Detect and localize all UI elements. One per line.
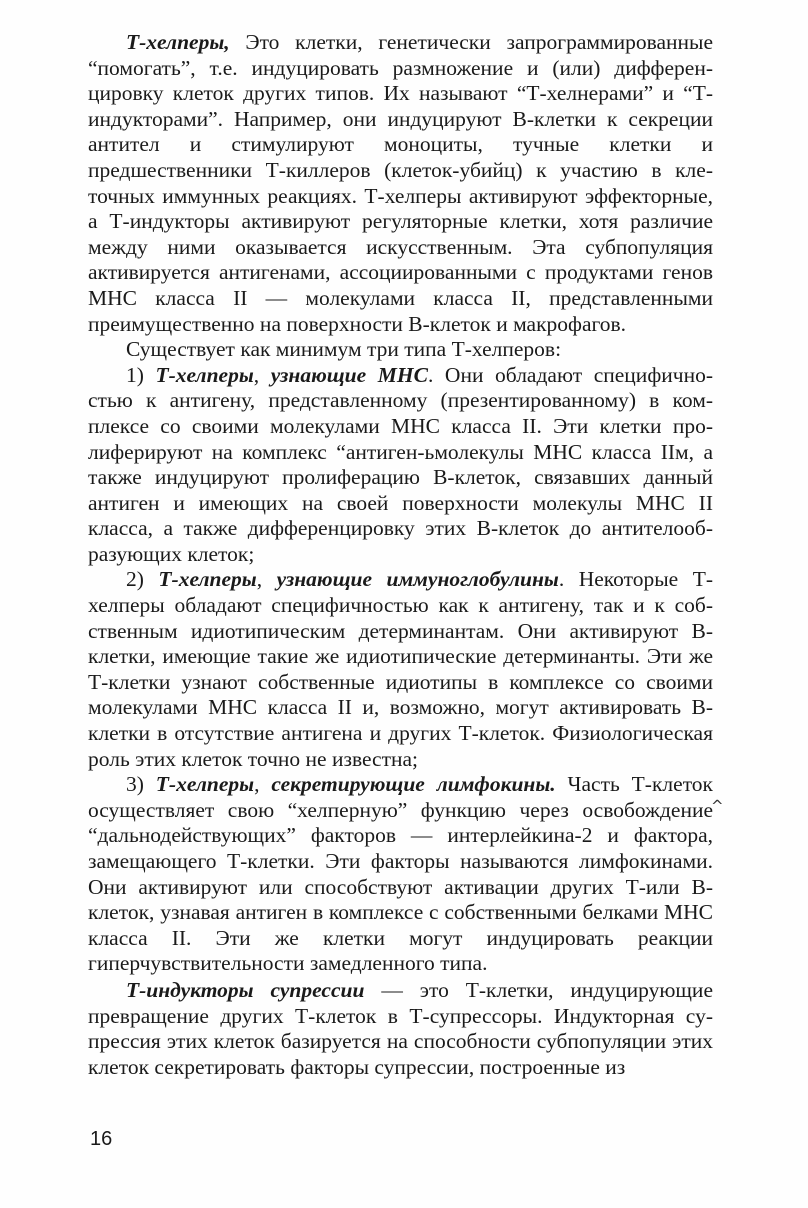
list-item-1	[88, 363, 713, 568]
term-suppression-inducers: Т-индукторы супрессии	[126, 977, 365, 1002]
paragraph-text: — это Т-клетки, индуцирующие превращение других Т-клеток в Т-супрессоры. Индукторная супрессия этих клеток базируется на способности субпопуляции этих клеток секретировать факторы супрессии, построенные из	[88, 977, 713, 1079]
paragraph-text: . Они обладают специфичностью к антигену, представленному (презентированному) в комплексе со своими молекулами МНС класса II. Эти клетки пролиферируют на комплекс “антиген-ьмолекулы МНС класса IIм, а также индуцируют пролиферацию В-клеток, связавших данный антиген и имеющих на своей поверхности молекулы МНС II класса, а также дифференцировку этих В-клеток до антителообразующих клеток;	[88, 362, 713, 566]
term-mhc-recognizing: узнающие МНС	[270, 362, 428, 387]
list-item-2	[88, 567, 713, 772]
paragraph-text: Часть Т-клеток осуществляет свою “хелперную” функцию через освобождение “дальнодействующих” факторов — интерлейкина-2 и фактора, замещающего Т-клетки. Эти факторы называются лимфокинами. Они активируют или способствуют активации других Т-или В-клеток, узнавая антиген в комплексе с собственными белками МНС класса II. Эти же клетки могут индуцировать реакции гиперчувствительности замедленного типа.	[88, 772, 713, 976]
term-t-helpers: Т-хелперы,	[126, 30, 230, 54]
term-t-helpers: Т-хелперы	[155, 362, 254, 387]
term-separator: ,	[256, 567, 277, 592]
term-lymphokine-secreting: секретирующие лимфокины.	[271, 772, 556, 797]
term-separator: ,	[254, 772, 272, 797]
body-text	[88, 30, 713, 1080]
page-number: 16	[90, 1128, 113, 1150]
term-t-helpers: Т-хелперы	[155, 772, 255, 797]
term-immunoglobulin-recognizing: узнающие иммуноглобулины	[276, 567, 559, 592]
term-separator: ,	[253, 362, 271, 387]
list-item-3	[88, 772, 713, 977]
paragraph-t-helpers-intro	[88, 30, 713, 337]
term-t-helpers: Т-хелперы	[158, 567, 257, 592]
caret-mark: ^	[711, 797, 724, 815]
paragraph-text: . Некоторые Т-хелперы обладают специфичностью как к антигену, так и к собственным идиотипическим детерминантам. Они активируют В-клетки, имеющие такие же идиотипические детерминанты. Эти же Т-клетки узнают собственные идиотипы в комплексе со своими молекулами МНС класса II и, возможно, могут активировать В-клетки в отсутствие антигена и других Т-клеток. Физиологическая роль этих клеток точно не известна;	[88, 567, 713, 771]
list-number: 3)	[126, 772, 156, 797]
paragraph-text: Это клетки, генетически запрограммированные “помогать”, т.е. индуцировать размножение и (или) дифференцировку клеток других типов. Их называют “Т-хелнерами” и “Т-индукторами”. Например, они индуцируют В-клетки к секреции антител и стимулируют моноциты, тучные клетки и предшественники Т-киллеров (клеток-убийц) к участию в клеточных иммунных реакциях. Т-хелперы активируют эффекторные, а Т-индукторы активируют регуляторные клетки, хотя различие между ними оказывается искусственным. Эта субпопуляция активируется антигенами, ассоциированными с продуктами генов МНС класса II — молекулами класса II, представленными преимущественно на поверхности В-клеток и макрофагов.	[88, 30, 713, 336]
paragraph-suppression-inducers	[88, 978, 713, 1080]
list-number: 2)	[126, 567, 159, 592]
list-number: 1)	[126, 362, 156, 387]
paragraph-text: Существует как минимум три типа Т-хелперов:	[126, 337, 562, 362]
paragraph-types-intro	[88, 337, 713, 363]
